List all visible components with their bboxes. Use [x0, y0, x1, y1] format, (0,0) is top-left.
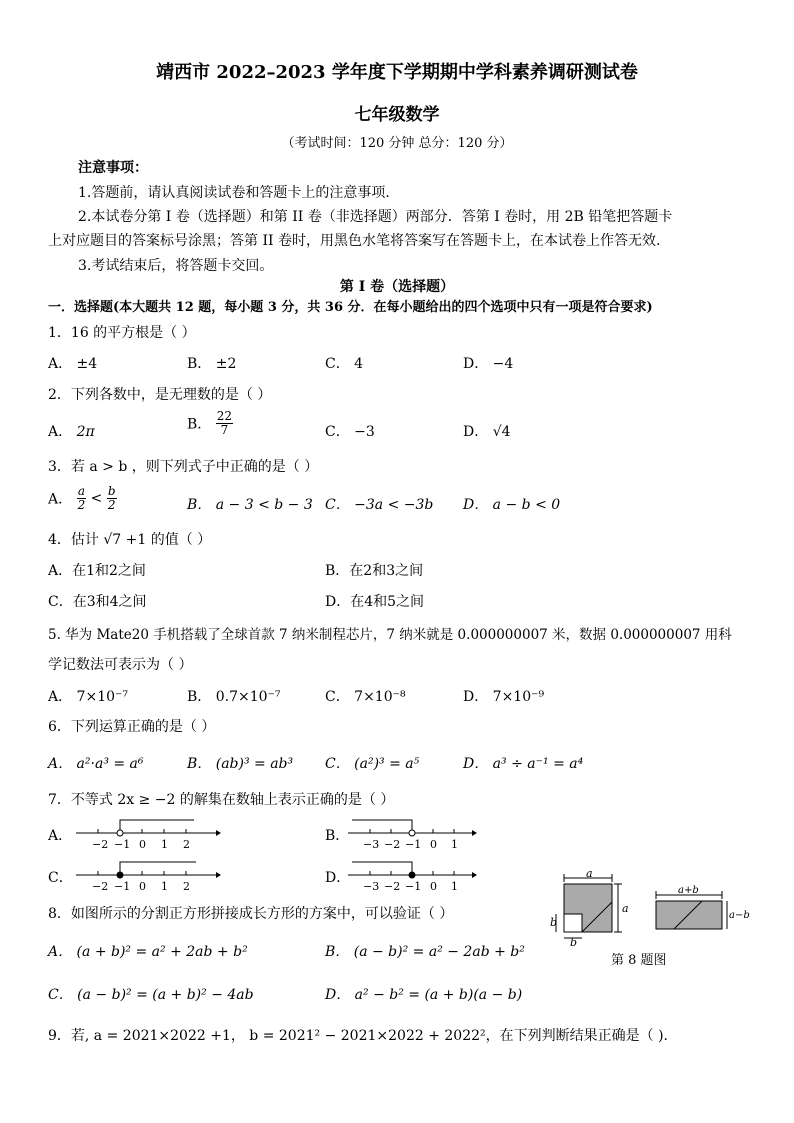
- note-3: 3.考试结束后，将答题卡交回。: [78, 258, 274, 274]
- q7-option-b: B．: [325, 828, 350, 844]
- q2-stem: 2．下列各数中，是无理数的是（ ）: [48, 387, 272, 403]
- q6-option-b: B． (ab)³ = ab³: [187, 756, 294, 772]
- q8-option-a: A． (a + b)² = a² + 2ab + b²: [48, 944, 248, 960]
- q7a-tick-label: −2: [92, 838, 109, 851]
- q7b-tick-label: 1: [451, 838, 458, 851]
- q8-fig-label-a-minus-b: a−b: [729, 910, 750, 921]
- note-2a: 2.本试卷分第 I 卷（选择题）和第 II 卷（非选择题）两部分．答第 I 卷时，用 2B 铅笔把答题卡: [78, 209, 673, 225]
- q2-option-a: A． 2π: [48, 424, 95, 440]
- q5-option-b: B． 0.7×10⁻⁷: [187, 689, 281, 705]
- q7-numberline-b: [348, 815, 478, 851]
- q7b-tick-label: 0: [430, 838, 437, 851]
- note-2b: 上对应题目的答案标号涂黑；答第 II 卷时，用黑色水笔将答案写在答题卡上，在本试卷上作答无效.: [48, 233, 661, 249]
- q7c-tick-label: −1: [114, 880, 131, 893]
- q7-stem: 7．不等式 2x ≥ −2 的解集在数轴上表示正确的是（ ）: [48, 792, 395, 808]
- q3-option-b: B． a − 3 < b − 3: [187, 497, 313, 513]
- q7b-tick-label: −1: [405, 838, 422, 851]
- q2-option-c: C． −3: [325, 424, 375, 440]
- q3-option-c: C． −3a < −3b: [325, 497, 434, 513]
- q7c-tick-label: −2: [92, 880, 109, 893]
- note-1: 1.答题前，请认真阅读试卷和答题卡上的注意事项.: [78, 185, 390, 201]
- q7d-tick-label: 1: [451, 880, 458, 893]
- q5-stem-line2: 学记数法可表示为（ ）: [48, 657, 193, 673]
- q8-fig-label-b-left: b: [550, 916, 558, 929]
- q8-stem: 8．如图所示的分割正方形拼接成长方形的方案中，可以验证（ ）: [48, 906, 454, 922]
- q2-option-b: B． $\frac{22}{7}$: [187, 409, 233, 437]
- q7a-tick-label: 2: [183, 838, 190, 851]
- q7c-tick-label: 0: [139, 880, 146, 893]
- q7c-tick-label: 1: [161, 880, 168, 893]
- q1-option-c: C． 4: [325, 356, 364, 372]
- exam-title: 靖西市 2022–2023 学年度下学期期中学科素养调研测试卷: [156, 62, 638, 83]
- q7-option-d: D．: [325, 870, 351, 886]
- q8-fig-label-a-right: a: [622, 902, 629, 915]
- q7d-tick-label: 0: [430, 880, 437, 893]
- q4-option-b: B．在2和3之间: [325, 563, 424, 579]
- q7-option-c: C．: [48, 870, 73, 886]
- q8-fig-label-b-bottom: b: [570, 936, 578, 948]
- q1-stem: 1．16 的平方根是（ ）: [48, 325, 196, 341]
- q7-numberline-a: [76, 815, 221, 851]
- q4-stem: 4．估计 √7 +1 的值（ ）: [48, 532, 212, 548]
- q8-fig-label-a-plus-b: a+b: [678, 885, 699, 896]
- q7c-tick-label: 2: [183, 880, 190, 893]
- q4-option-c: C．在3和4之间: [48, 594, 147, 610]
- section-title: 第 I 卷（选择题）: [339, 279, 455, 295]
- q4-option-a: A．在1和2之间: [48, 563, 146, 579]
- q7d-tick-label: −3: [363, 880, 380, 893]
- q7-numberline-d: [348, 857, 478, 893]
- q7b-tick-label: −2: [384, 838, 401, 851]
- q3-option-d: D． a − b < 0: [463, 497, 561, 513]
- exam-subtitle: 七年级数学: [354, 105, 440, 125]
- q7a-tick-label: 0: [139, 838, 146, 851]
- q8-option-d: D． a² − b² = (a + b)(a − b): [325, 987, 523, 1003]
- q8-option-c: C． (a − b)² = (a + b)² − 4ab: [48, 987, 254, 1003]
- notes-heading: 注意事项：: [78, 160, 148, 176]
- section-heading: 一．选择题(本大题共 12 题，每小题 3 分，共 36 分．在每小题给出的四个选项中只有一项是符合要求): [48, 300, 653, 315]
- q6-option-d: D． a³ ÷ a⁻¹ = a⁴: [463, 756, 584, 772]
- q1-option-a: A． ±4: [48, 356, 98, 372]
- q7d-tick-label: −2: [384, 880, 401, 893]
- q5-option-a: A． 7×10⁻⁷: [48, 689, 129, 705]
- q6-stem: 6．下列运算正确的是（ ）: [48, 719, 216, 735]
- q4-option-d: D．在4和5之间: [325, 594, 425, 610]
- q9-stem: 9．若, a = 2021×2022 +1， b = 2021² − 2021×2022 + 2022²，在下列判断结果正确是（ ).: [48, 1028, 668, 1044]
- q3-option-a: A． $\frac{a}{2}$ < $\frac{b}{2}$: [48, 484, 116, 512]
- q7-option-a: A．: [48, 828, 73, 844]
- q2-option-d: D． √4: [463, 424, 511, 440]
- q7-numberline-c: [76, 857, 221, 893]
- q7a-tick-label: 1: [161, 838, 168, 851]
- q7b-tick-label: −3: [363, 838, 380, 851]
- q8-figure-caption: 第 8 题图: [611, 953, 667, 968]
- q5-option-c: C． 7×10⁻⁸: [325, 689, 406, 705]
- q6-option-a: A． a²·a³ = a⁶: [48, 756, 144, 772]
- q5-option-d: D． 7×10⁻⁹: [463, 689, 545, 705]
- exam-info: （考试时间：120 分钟 总分：120 分）: [281, 136, 513, 151]
- q1-option-b: B． ±2: [187, 356, 237, 372]
- q8-option-b: B． (a − b)² = a² − 2ab + b²: [325, 944, 525, 960]
- q8-figure: [542, 868, 757, 948]
- q7a-tick-label: −1: [114, 838, 131, 851]
- q6-option-c: C． (a²)³ = a⁵: [325, 756, 420, 772]
- q7d-tick-label: −1: [405, 880, 422, 893]
- q8-fig-label-a-top: a: [586, 868, 593, 880]
- q1-option-d: D． −4: [463, 356, 514, 372]
- q3-stem: 3．若 a > b ，则下列式子中正确的是（ ）: [48, 459, 319, 475]
- q5-stem-line1: 5. 华为 Mate20 手机搭载了全球首款 7 纳米制程芯片，7 纳米就是 0.000000007 米，数据 0.000000007 用科: [48, 627, 732, 643]
